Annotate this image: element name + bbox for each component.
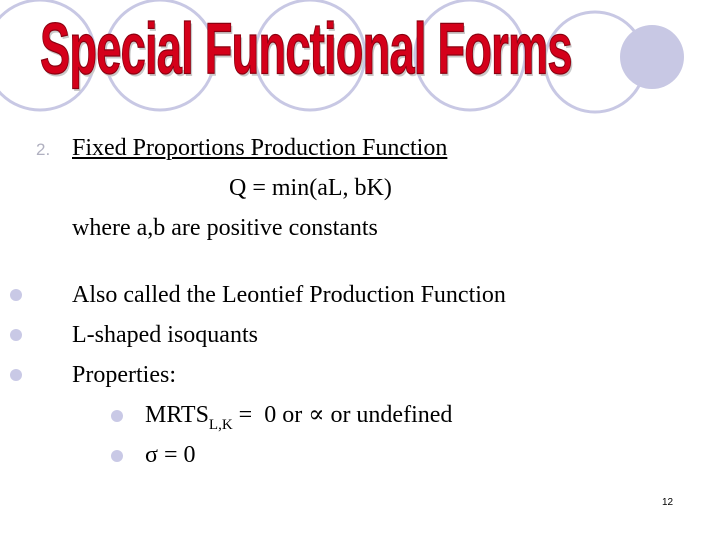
deco-filled-circle — [620, 25, 684, 89]
bullet-dot-icon — [10, 289, 22, 301]
sigma-text: σ = 0 — [145, 442, 196, 468]
bullet-dot-icon — [10, 369, 22, 381]
mrts-value: = 0 or ∝ or undefined — [232, 402, 453, 428]
production-formula: Q = min(aL, bK) — [229, 175, 392, 201]
mrts-text — [145, 400, 452, 433]
item-heading: Fixed Proportions Production Function — [72, 135, 448, 161]
constants-note: where a,b are positive constants — [72, 215, 378, 241]
bullet-text: L-shaped isoquants — [72, 322, 258, 348]
mrts-subscript: L,K — [208, 417, 233, 433]
bullet-dot-icon — [111, 410, 123, 422]
bullet-dot-icon — [10, 329, 22, 341]
mrts-label: MRTS — [145, 402, 209, 428]
item-number: 2. — [36, 140, 51, 159]
bullet-text: Also called the Leontief Production Function — [72, 282, 506, 308]
bullet-text: Properties: — [72, 362, 176, 388]
page-number: 12 — [662, 497, 674, 508]
slide-title: Special Functional Forms — [40, 8, 572, 90]
bullet-dot-icon — [111, 450, 123, 462]
